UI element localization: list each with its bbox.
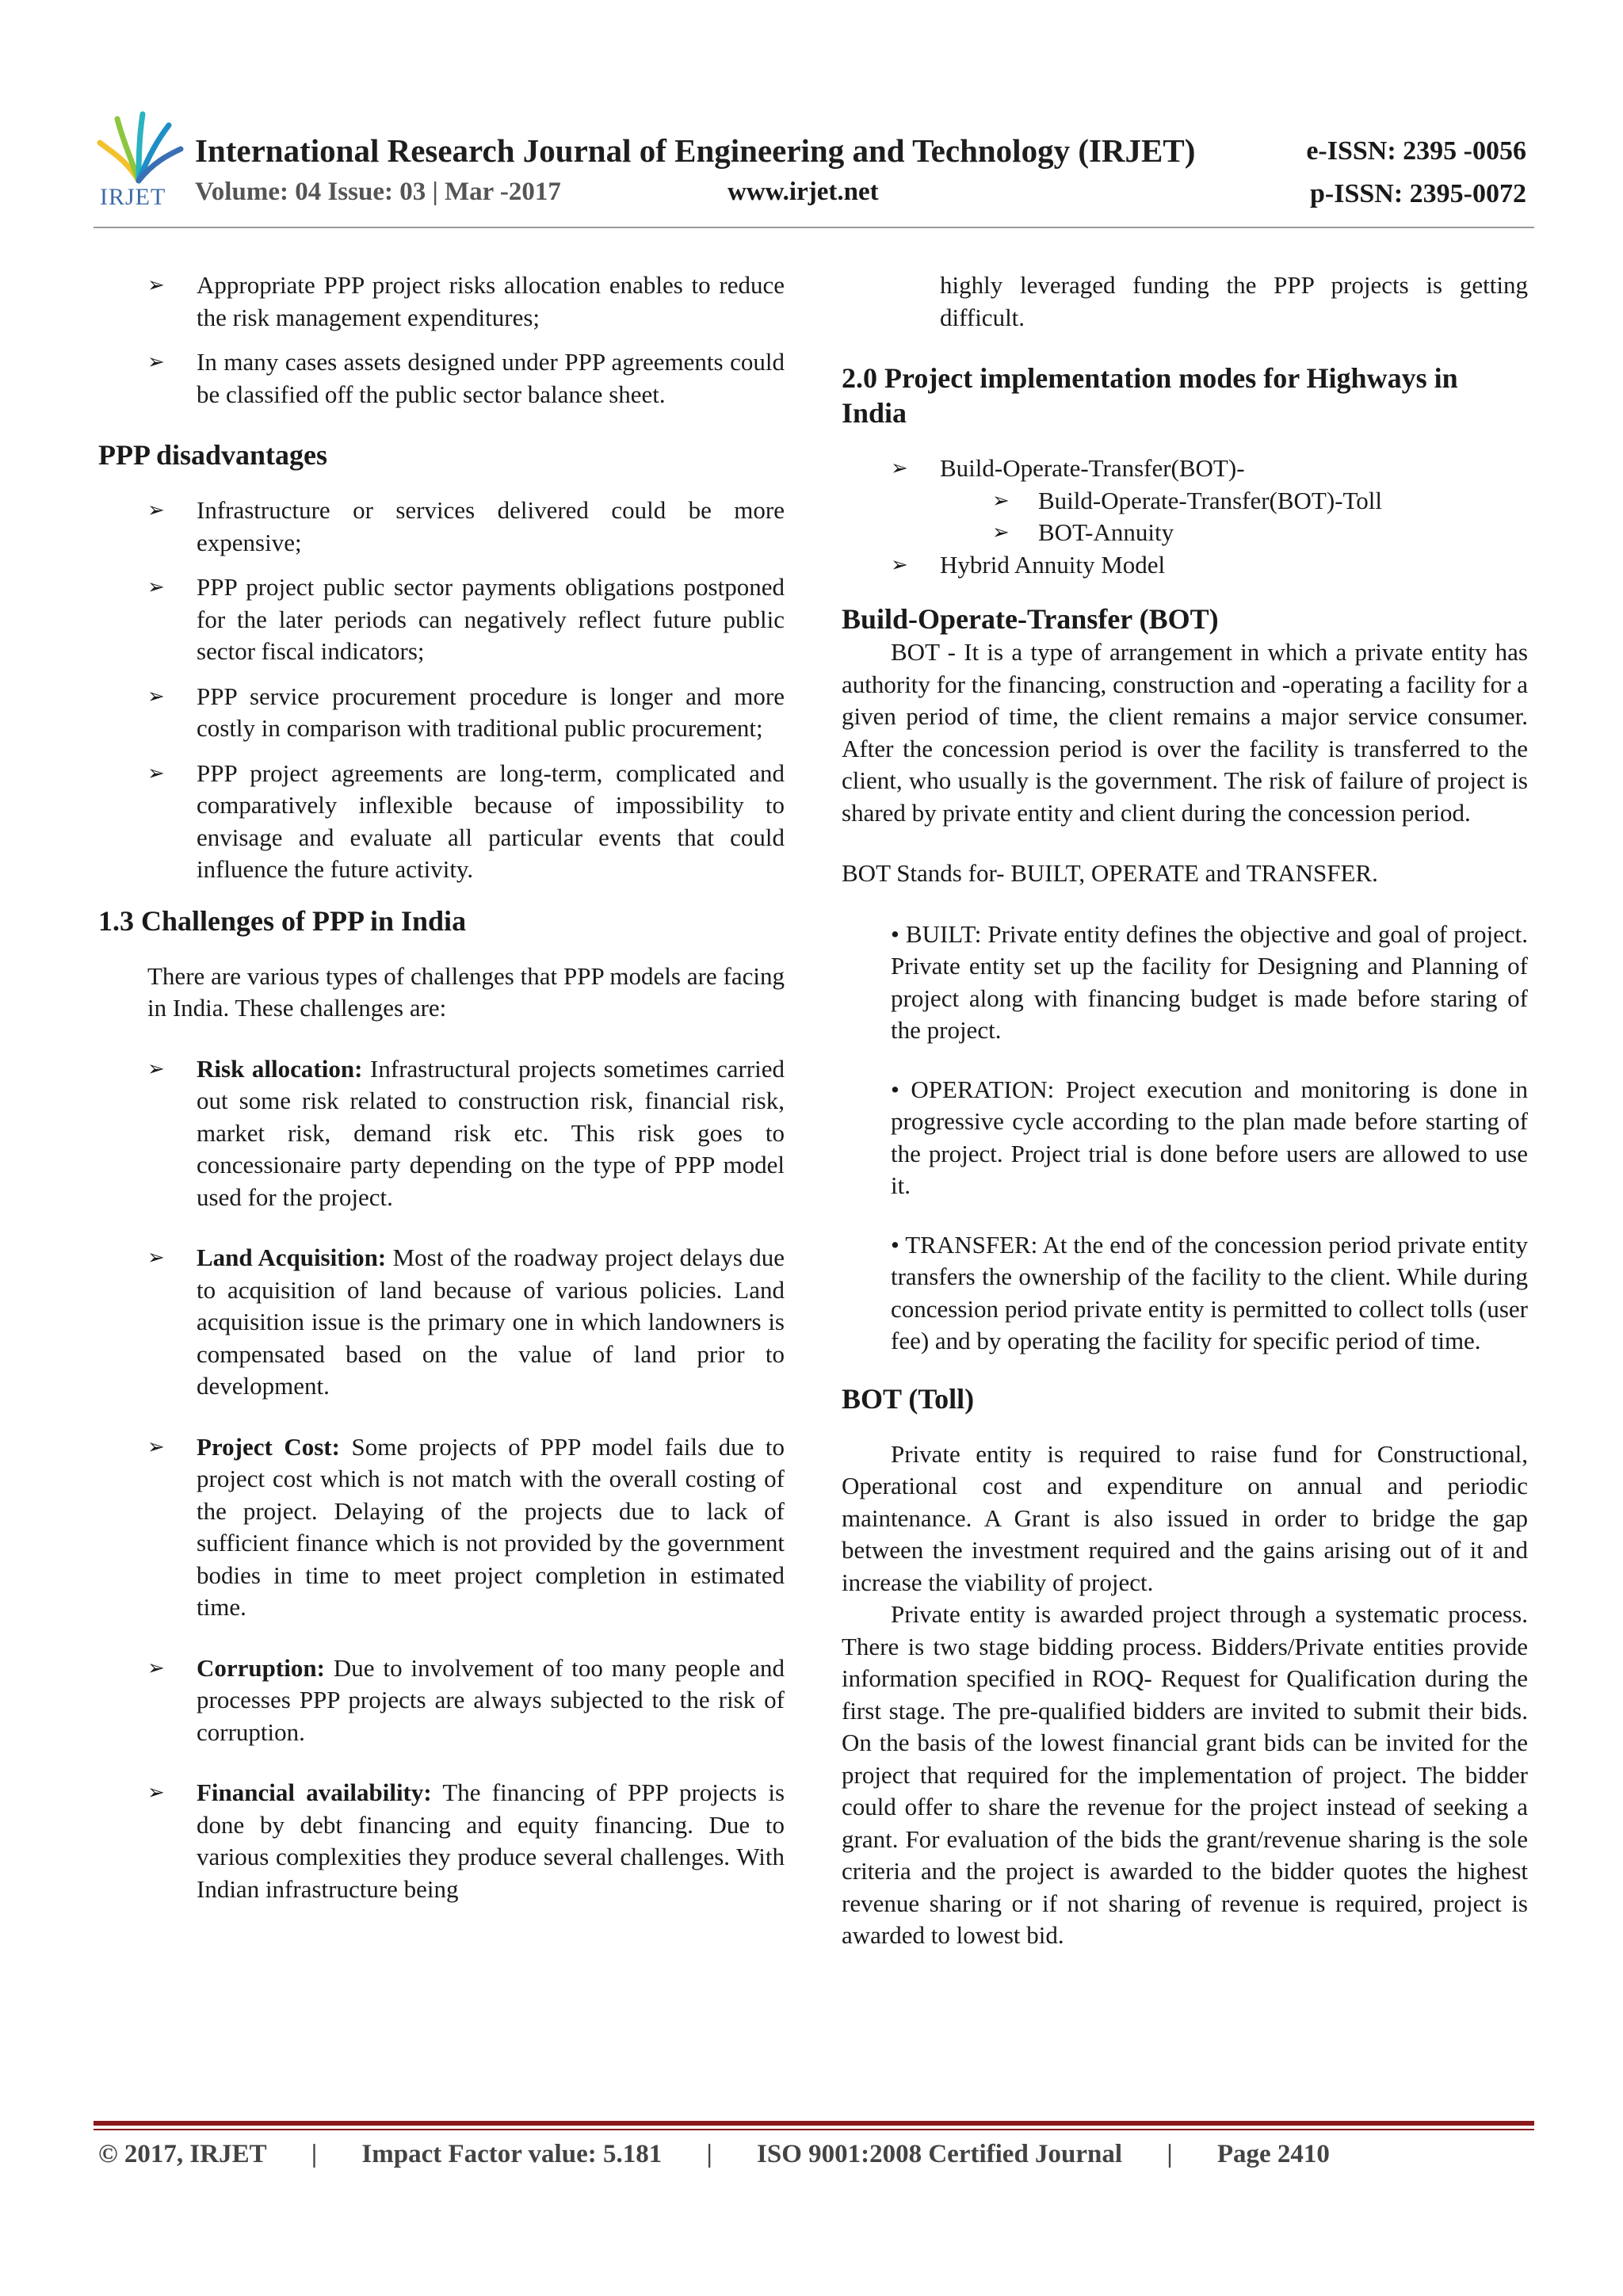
arrow-bullet-icon: ➢ [891,552,908,577]
list-item: ➢ Build-Operate-Transfer(BOT)-Toll [842,485,1528,518]
iso-certification: ISO 9001:2008 Certified Journal [757,2140,1123,2168]
section-heading: PPP disadvantages [98,439,328,471]
paragraph: BOT - It is a type of arrangement in which a private entity has authority for the financing, construction and -operating a facility for a given period of time, the client remains a major service consumer. After the concession period is over the facility is transferred to the client, who usually is the government. The risk of failure of project is shared by private entity and client during the concession period. [842,638,1528,827]
p-issn: p-ISSN: 2395-0072 [1310,179,1526,208]
list-item: ➢ In many cases assets designed under PPP agreements could be classified off the public sector balance sheet. [147,348,785,408]
section-heading: BOT (Toll) [842,1382,975,1415]
left-column [98,269,785,1918]
section-heading: 1.3 Challenges of PPP in India [98,904,467,937]
arrow-bullet-icon: ➢ [992,488,1010,513]
page-number: Page 2410 [1216,2140,1330,2168]
copyright: © 2017, IRJET [98,2140,267,2168]
footer-separator: | [1167,2140,1173,2168]
list-item: ➢ BOT-Annuity [842,517,1528,549]
list-item: ➢ PPP service procurement procedure is longer and more costly in comparison with traditional public procurement; [147,682,785,742]
header-divider [94,227,1534,228]
arrow-bullet-icon: ➢ [147,1781,165,1805]
arrow-bullet-icon: ➢ [147,499,165,522]
arrow-bullet-icon: ➢ [147,761,165,785]
journal-header [94,111,1534,230]
arrow-bullet-icon: ➢ [147,1656,165,1680]
arrow-bullet-icon: ➢ [147,684,165,709]
arrow-bullet-icon: ➢ [147,1056,165,1081]
arrow-bullet-icon: ➢ [147,350,165,374]
journal-title: International Research Journal of Engineering and Technology (IRJET) [195,132,1196,169]
arrow-bullet-icon: ➢ [147,1435,165,1459]
impact-factor: Impact Factor value: 5.181 [361,2140,663,2168]
list-item: ➢ Corruption: Due to involvement of too many people and processes PPP projects are always subjected to the risk of corruption. [147,1653,785,1746]
arrow-bullet-icon: ➢ [891,457,908,480]
footer-divider-thin [94,2129,1534,2130]
paragraph: Private entity is required to raise fund for Constructional, Operational cost and expenditure on annual and periodic maintenance. A Grant is also issued in order to bridge the gap between the investment required and the gains arising out of it and increase the viability of project. [842,1439,1528,1596]
list-item: • TRANSFER: At the end of the concession period private entity transfers the ownership of the facility to the client. While during concession period private entity is permitted to collect tolls (user fee) and by operating the facility for specific period of time. [891,1230,1528,1354]
paragraph: There are various types of challenges that PPP models are facing in India. These challenges are: [147,961,785,1022]
list-item: ➢ Build-Operate-Transfer(BOT)- [842,453,1528,485]
footer-divider [94,2121,1534,2126]
footer-separator: | [311,2140,318,2168]
list-item: ➢ Land Acquisition: Most of the roadway project delays due to acquisition of land because of various policies. Land acquisition issue is the primary one in which landowners is compensated based on the value of land prior to development. [147,1244,785,1400]
arrow-bullet-icon: ➢ [147,273,165,297]
website-link[interactable]: www.irjet.net [727,178,879,206]
list-item: ➢ PPP project agreements are long-term, complicated and comparatively inflexible because of impossibility to envisage and evaluate all particular events that could influence the future activity. [147,758,785,883]
list-item: ➢ Hybrid Annuity Model [842,549,1528,582]
right-column [842,269,1528,1952]
list-item: ➢ Risk allocation: Infrastructural projects sometimes carried out some risk related to construction risk, financial risk, market risk, demand risk etc. This risk goes to concessionaire party depending on the type of PPP model used for the project. [147,1054,785,1211]
list-item: ➢ Financial availability: The financing of PPP projects is done by debt financing and equity financing. Due to various complexities they produce several challenges. With Indian infrastructure being [147,1778,785,1903]
e-issn: e-ISSN: 2395 -0056 [1306,136,1526,166]
paragraph: BOT Stands for- BUILT, OPERATE and TRANSFER. [842,859,1378,887]
section-heading: Build-Operate-Transfer (BOT) [842,603,1219,635]
paragraph: highly leveraged funding the PPP projects is getting difficult. [940,271,1528,331]
list-item: ➢ Infrastructure or services delivered could be more expensive; [147,496,785,556]
footer-separator: | [706,2140,712,2168]
list-item: • BUILT: Private entity defines the objective and goal of project. Private entity set up the facility for Designing and Planning of project along with financing budget is made before staring of the project. [891,919,1528,1044]
volume-issue: Volume: 04 Issue: 03 | Mar -2017 [195,178,561,206]
arrow-bullet-icon: ➢ [992,521,1010,544]
paragraph: Private entity is awarded project through a systematic process. There is two stage bidding process. Bidders/Private entities provide information specified in ROQ- Request for Qualification during the first stage. The pre-qualified bidders are invited to submit their bids. On the basis of the lowest financial grant bids can be invited for the project that required for the implementation of project. The bidder could offer to share the revenue for the project instead of seeking a grant. For evaluation of the bids the grant/revenue sharing is the sole criteria and the project is awarded to the bidder quotes the highest revenue sharing or if not sharing of revenue is required, project is awarded to lowest bid. [842,1600,1528,1949]
arrow-bullet-icon: ➢ [147,1246,165,1270]
section-heading: 2.0 Project implementation modes for Highways in India [842,362,1458,429]
arrow-bullet-icon: ➢ [147,575,165,599]
page-footer [98,2140,1368,2169]
list-item: ➢ PPP project public sector payments obligations postponed for the later periods can negatively reflect future public sector fiscal indicators; [147,573,785,665]
list-item: ➢ Project Cost: Some projects of PPP model fails due to project cost which is not match with the overall costing of the project. Delaying of the projects due to lack of sufficient finance which is not provided by the government bodies in time to meet project completion in estimated time. [147,1432,785,1621]
logo-text: IRJET [100,184,166,210]
list-item: • OPERATION: Project execution and monitoring is done in progressive cycle according to the plan made before starting of the project. Project trial is done before users are allowed to use it. [891,1075,1528,1199]
list-item: ➢ Appropriate PPP project risks allocation enables to reduce the risk management expenditures; [147,271,785,331]
